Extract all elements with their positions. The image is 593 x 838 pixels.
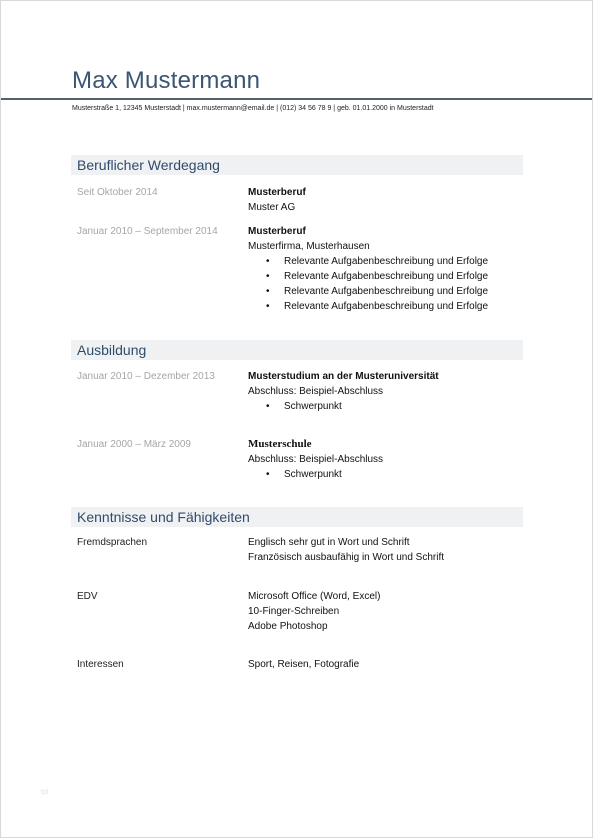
section-skills-heading: [71, 507, 523, 527]
entry-line: Abschluss: Beispiel-Abschluss: [248, 386, 384, 397]
entry-line: Abschluss: Beispiel-Abschluss: [248, 454, 384, 465]
entry-bullets: [248, 467, 383, 482]
entry-line: 10-Finger-Schreiben: [248, 606, 340, 617]
career-date-1: Seit Oktober 2014: [77, 187, 158, 198]
entry-line: Englisch sehr gut in Wort und Schrift: [248, 537, 410, 548]
entry-line: Adobe Photoshop: [248, 621, 328, 632]
bullet-item: • Relevante Aufgabenbeschreibung und Erfolge: [248, 254, 488, 269]
bullet-item: • Schwerpunkt: [248, 467, 383, 482]
entry-bullets: [248, 254, 488, 314]
footer-watermark: tpl: [41, 789, 49, 796]
bullet-item: • Relevante Aufgabenbeschreibung und Erfolge: [248, 269, 488, 284]
skills-label-it: EDV: [77, 591, 98, 602]
skills-label-interests: Interessen: [77, 659, 124, 670]
entry-line: Musterfirma, Musterhausen: [248, 241, 370, 252]
entry-line: Französisch ausbaufähig in Wort und Schrift: [248, 552, 445, 563]
entry-line: Microsoft Office (Word, Excel): [248, 591, 381, 602]
entry-title: Musterberuf: [248, 187, 306, 198]
section-career-heading: [71, 155, 523, 175]
career-entry-2: [248, 224, 488, 314]
section-title: Ausbildung: [77, 342, 147, 358]
education-date-1: Januar 2010 – Dezember 2013: [77, 371, 215, 382]
education-entry-1: [248, 369, 439, 414]
header-divider: [1, 98, 592, 100]
entry-title: Musterschule: [248, 438, 312, 450]
entry-line: Muster AG: [248, 202, 296, 213]
education-date-2: Januar 2000 – März 2009: [77, 439, 191, 450]
entry-line: Sport, Reisen, Fotografie: [248, 659, 360, 670]
career-entry-1: [248, 185, 306, 215]
entry-title: Musterberuf: [248, 226, 306, 237]
contact-line: Musterstraße 1, 12345 Musterstadt | max.mustermann@email.de | (012) 34 56 78 9 | geb. 01.01.2000 in Musterstadt: [72, 105, 434, 112]
entry-bullets: [248, 399, 439, 414]
section-title: Beruflicher Werdegang: [77, 157, 220, 173]
bullet-item: • Relevante Aufgabenbeschreibung und Erfolge: [248, 299, 488, 314]
career-date-2: Januar 2010 – September 2014: [77, 226, 218, 237]
skills-entry-interests: [248, 657, 359, 672]
bullet-item: • Schwerpunkt: [248, 399, 439, 414]
section-title: Kenntnisse und Fähigkeiten: [77, 509, 250, 525]
skills-label-languages: Fremdsprachen: [77, 537, 148, 548]
bullet-item: • Relevante Aufgabenbeschreibung und Erfolge: [248, 284, 488, 299]
education-entry-2: [248, 437, 383, 482]
section-education-heading: [71, 340, 523, 360]
applicant-name: Max Mustermann: [72, 67, 261, 94]
skills-entry-languages: [248, 535, 444, 565]
entry-title: Musterstudium an der Musteruniversität: [248, 371, 439, 382]
skills-entry-it: [248, 589, 380, 634]
